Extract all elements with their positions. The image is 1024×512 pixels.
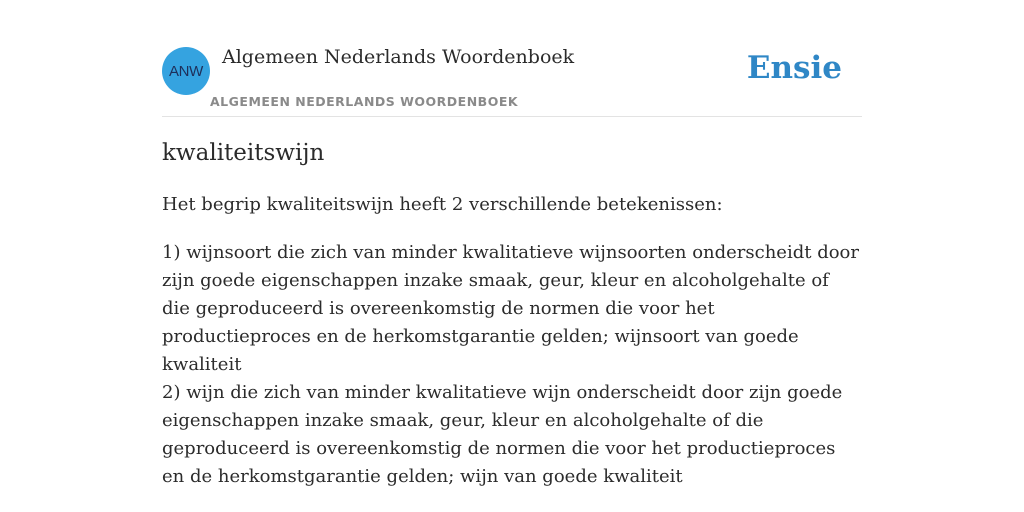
definitions-list: [162, 239, 862, 491]
definition-item: 1) wijnsoort die zich van minder kwalitatieve wijnsoorten onderscheidt door zijn goede eigenschappen inzake smaak, geur, kleur en alcoholgehalte of die geproduceerd is overeenkomstig de normen die voor het productieproces en de herkomstgarantie gelden; wijnsoort van goede kwaliteit: [162, 242, 859, 375]
source-title[interactable]: Algemeen Nederlands Woordenboek: [222, 46, 575, 68]
entry-word: kwaliteitswijn: [162, 140, 325, 166]
anw-logo: [162, 47, 210, 95]
logo-text: ANW: [168, 62, 204, 80]
definition-item: 2) wijn die zich van minder kwalitatieve wijn onderscheidt door zijn goede eigenschappen inzake smaak, geur, kleur en alcoholgehalte of die geproduceerd is overeenkomstig de normen die voor het productieproces en de herkomstgarantie gelden; wijn van goede kwaliteit: [162, 382, 843, 487]
entry-intro: Het begrip kwaliteitswijn heeft 2 verschillende betekenissen:: [162, 194, 723, 215]
ensie-brand-logo[interactable]: Ensie: [746, 50, 842, 86]
content-container: [162, 0, 862, 487]
source-header: [162, 0, 862, 117]
source-subtitle: ALGEMEEN NEDERLANDS WOORDENBOEK: [210, 94, 519, 109]
